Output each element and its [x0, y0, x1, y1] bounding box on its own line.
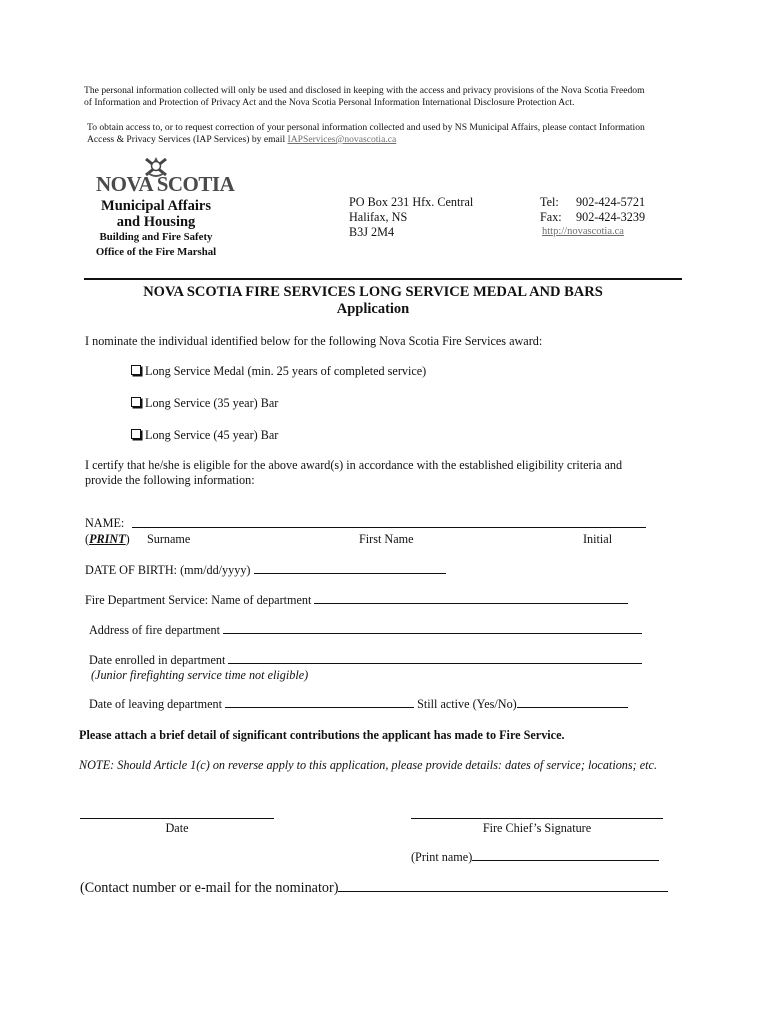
print-name-row — [411, 850, 659, 865]
department-label: Fire Department Service: Name of department — [85, 593, 312, 607]
privacy-contact-prefix: Access & Privacy Services (IAP Services) by email — [87, 134, 288, 145]
certification-line-1: I certify that he/she is eligible for the above award(s) in accordance with the established eligibility criteria and — [85, 458, 623, 472]
privacy-contact-line-2 — [87, 134, 396, 146]
enrolled-label: Date enrolled in department — [89, 653, 226, 667]
fax-label: Fax: — [540, 210, 562, 224]
fax-number: 902-424-3239 — [576, 210, 646, 224]
certification-line-2: provide the following information: — [85, 473, 255, 487]
enrolled-row — [89, 653, 642, 668]
leaving-label: Date of leaving department — [89, 697, 222, 711]
leaving-row — [89, 697, 628, 712]
option-label: Long Service Medal (min. 25 years of completed service) — [145, 364, 427, 378]
form-subtitle: Application — [336, 301, 410, 317]
print-name-field[interactable] — [472, 850, 659, 861]
nova-scotia-logo — [96, 155, 235, 196]
department-name-line-2: and Housing — [116, 214, 196, 230]
still-active-field[interactable] — [517, 697, 628, 708]
dob-row — [85, 563, 446, 578]
print-instruction — [85, 532, 130, 547]
address-line-1: PO Box 231 Hfx. Central — [349, 195, 474, 209]
nomination-statement: I nominate the individual identified below for the following Nova Scotia Fire Services award: — [85, 334, 543, 348]
checkbox[interactable] — [131, 365, 141, 375]
privacy-notice-line-1: The personal information collected will only be used and disclosed in keeping with the access and privacy provisions of the Nova Scotia Freedom — [84, 85, 645, 96]
print-emphasis: PRINT — [89, 532, 126, 546]
checkbox[interactable] — [131, 397, 141, 407]
contact-row — [80, 879, 668, 897]
print-open-paren: ( — [85, 532, 90, 546]
telephone-label: Tel: — [540, 195, 559, 209]
print-close-paren: ) — [125, 532, 130, 546]
department-field[interactable] — [314, 593, 628, 604]
division-name: Building and Fire Safety — [99, 231, 213, 243]
office-name: Office of the Fire Marshal — [95, 246, 217, 258]
iap-email-link[interactable]: IAPServices@novascotia.ca — [287, 134, 397, 145]
logo-wordmark: NOVA SCOTIA — [96, 172, 235, 196]
option-45-year-bar[interactable] — [131, 428, 278, 443]
address-line-3: B3J 2M4 — [349, 225, 395, 239]
dob-label: DATE OF BIRTH: (mm/dd/yyyy) — [85, 563, 251, 577]
option-label: Long Service (45 year) Bar — [145, 428, 279, 442]
fire-chief-signature-line[interactable] — [411, 818, 663, 819]
first-name-caption: First Name — [359, 532, 414, 546]
checkbox[interactable] — [131, 429, 141, 439]
initial-caption: Initial — [583, 532, 613, 546]
privacy-contact-line-1: To obtain access to, or to request correction of your personal information collected and used by NS Municipal Affairs, please contact Information — [87, 122, 645, 133]
surname-caption: Surname — [147, 532, 191, 546]
dob-field[interactable] — [254, 563, 446, 574]
date-signature-line[interactable] — [80, 818, 274, 819]
telephone-number: 902-424-5721 — [576, 195, 646, 209]
option-label: Long Service (35 year) Bar — [145, 396, 279, 410]
option-long-service-medal[interactable] — [131, 364, 426, 379]
leaving-field[interactable] — [225, 697, 414, 708]
attach-note: Please attach a brief detail of significant contributions the applicant has made to Fire Service. — [79, 728, 565, 742]
privacy-notice-line-2: of Information and Protection of Privacy Act and the Nova Scotia Personal Information International Disclosure Protection Act. — [84, 97, 575, 108]
website-link[interactable]: http://novascotia.ca — [542, 226, 624, 237]
name-label: NAME: — [85, 516, 125, 530]
print-name-label: (Print name) — [411, 850, 473, 864]
option-35-year-bar[interactable] — [131, 396, 278, 411]
enrolled-field[interactable] — [228, 653, 642, 664]
form-title: NOVA SCOTIA FIRE SERVICES LONG SERVICE MEDAL AND BARS — [143, 284, 603, 300]
header-divider — [84, 278, 682, 280]
address-label: Address of fire department — [89, 623, 220, 637]
fire-chief-signature-caption: Fire Chief’s Signature — [482, 821, 592, 835]
name-field[interactable] — [132, 527, 646, 528]
department-name-line-1: Municipal Affairs — [101, 198, 211, 214]
department-row — [85, 593, 628, 608]
article-note: NOTE: Should Article 1(c) on reverse apply to this application, please provide details: dates of service; locations; etc. — [79, 758, 657, 772]
contact-label: (Contact number or e-mail for the nominator) — [80, 880, 339, 896]
address-row — [89, 623, 642, 638]
still-active-label: Still active (Yes/No) — [417, 697, 517, 711]
junior-note: (Junior firefighting service time not eligible) — [91, 668, 309, 682]
address-line-2: Halifax, NS — [349, 210, 408, 224]
contact-field[interactable] — [338, 879, 668, 892]
date-caption: Date — [165, 821, 189, 835]
address-field[interactable] — [223, 623, 642, 634]
